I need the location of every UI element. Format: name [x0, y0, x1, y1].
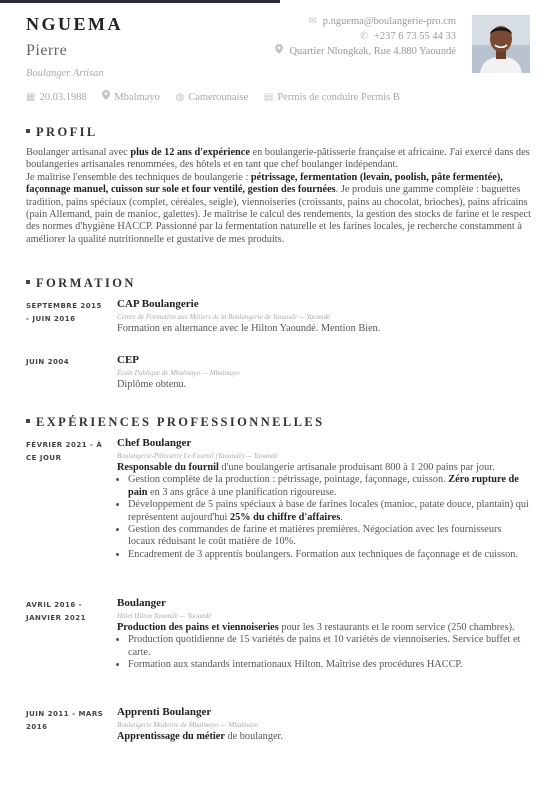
license-text: Permis de conduire Permis B	[277, 92, 400, 103]
section-title-text: PROFIL	[36, 125, 98, 139]
entry-subtitle: École Publique de Mbalmayo — Mbalmayo	[117, 369, 240, 377]
body-text: Je maîtrise l'ensemble des techniques de boulangerie :	[26, 171, 251, 183]
section-title-experiences	[26, 415, 324, 430]
emphasis-text: Zéro rupture de pain	[128, 474, 519, 498]
contact-block	[273, 14, 456, 59]
body-text: Gestion complète de la production : pétrissage, pointage, façonnage, cuisson.	[128, 474, 449, 486]
body-text: d'une boulangerie artisanale produisant 800 à 1 200 pains par jour.	[218, 462, 495, 473]
entry-description: Diplôme obtenu.	[117, 379, 187, 390]
map-marker-icon	[102, 90, 110, 103]
emphasis-text: pétrissage, fermentation (levain, poolish, pâte fermentée), façonnage manuel, cuisson sur sole et four ventilé, gestion des fournées	[26, 171, 503, 196]
info-license	[264, 92, 400, 103]
entry-date: JUIN 2011 - MARS 2016	[26, 710, 104, 731]
contact-address	[273, 44, 456, 59]
entry-subtitle: Centre de Formation aux Métiers de la Boulangerie de Yaoundé — Yaoundé	[117, 313, 331, 321]
profile-paragraph-2	[26, 172, 531, 246]
section-bullet	[26, 419, 30, 423]
profile-photo	[472, 15, 530, 73]
first-name: Pierre	[26, 42, 68, 59]
birthdate-text: 20.03.1988	[39, 92, 87, 103]
entry-subtitle: Boulangerie Moderne de Mbalmayo — Mbalmayo	[117, 721, 259, 729]
info-birthplace	[102, 90, 160, 103]
section-bullet	[26, 280, 30, 284]
body-text: en boulangerie-pâtisserie française et africaine. J'ai exercé dans des boulangeries artisanales renommées, des hôtels et en tant que chef boulanger indépendant.	[26, 147, 530, 171]
info-nationality	[175, 92, 248, 103]
entry-body	[117, 597, 531, 672]
nationality-text: Camerounaise	[188, 92, 249, 103]
calendar-icon: ▦	[26, 92, 36, 103]
bullet-item	[128, 659, 531, 671]
entry-description	[117, 731, 531, 743]
entry-bullet-list	[117, 634, 531, 671]
globe-icon: ◍	[175, 92, 185, 103]
entry-title: Chef Boulanger	[117, 437, 192, 449]
entry-date: JUIN 2004	[26, 358, 70, 366]
entry-title: Boulanger	[117, 597, 166, 609]
body-text: Développement de 5 pains spéciaux à base de farines locales (manioc, patate douce, plantain) qui représentent aujourd'hui	[128, 499, 529, 523]
entry-title: CAP Boulangerie	[117, 298, 199, 310]
emphasis-text: plus de 12 ans d'expérience	[130, 147, 250, 158]
profile-summary	[26, 147, 531, 246]
emphasis-text: Responsable du fournil	[117, 462, 219, 473]
entry-body	[117, 437, 531, 561]
body-text: Encadrement de 3 apprentis boulangers. Formation aux techniques de façonnage et de cuisson.	[128, 548, 519, 560]
section-title-formation	[26, 276, 136, 291]
entry-body	[117, 706, 531, 743]
entry-date: SEPTEMBRE 2015 - JUIN 2016	[26, 302, 102, 323]
contact-email[interactable]	[273, 14, 456, 29]
info-birthdate	[26, 92, 87, 103]
entry-body	[117, 354, 531, 391]
body-text: Gestion des commandes de farine et matières premières. Négociation avec les fournisseurs locaux réduisant le coût matière de 10%.	[128, 524, 502, 548]
section-title-text: FORMATION	[36, 276, 136, 290]
map-marker-icon	[273, 44, 285, 59]
entry-title: Apprenti Boulanger	[117, 706, 212, 718]
phone-icon: ✆	[359, 31, 369, 42]
body-text: en 3 ans grâce à une planification rigoureuse.	[147, 486, 337, 498]
last-name: NGUEMA	[26, 14, 123, 34]
body-text: pour les 3 restaurants et le room service (250 chambres).	[278, 622, 515, 633]
bullet-item	[128, 474, 531, 499]
cv-header	[26, 14, 531, 80]
section-bullet	[26, 129, 30, 133]
entry-description	[117, 622, 531, 634]
bullet-item	[128, 634, 531, 659]
section-title-profil	[26, 125, 98, 140]
top-accent-bar	[0, 0, 280, 3]
entry-date: AVRIL 2016 - JANVIER 2021	[26, 601, 86, 622]
envelope-icon: ✉	[308, 16, 317, 27]
bullet-item	[128, 499, 531, 524]
contact-phone[interactable]	[273, 29, 456, 44]
entry-description	[117, 462, 531, 474]
profile-paragraph-1	[26, 147, 531, 172]
bullet-item	[128, 549, 531, 561]
personal-info-bar	[26, 90, 531, 103]
entry-description: Formation en alternance avec le Hilton Yaoundé. Mention Bien.	[117, 323, 381, 334]
emphasis-text: 25% du chiffre d'affaires	[229, 511, 341, 523]
phone-text: +237 6 73 55 44 33	[373, 31, 456, 42]
email-text: p.nguema@boulangerie-pro.cm	[322, 16, 456, 27]
entry-bullet-list	[117, 474, 531, 561]
emphasis-text: Apprentissage du métier	[117, 731, 225, 742]
entry-subtitle: Hôtel Hilton Yaoundé — Yaoundé	[117, 612, 212, 620]
body-text: Production quotidienne de 15 variétés de pains et 10 variétés de viennoiseries. Service buffet et carte.	[128, 634, 521, 658]
body-text: .	[340, 511, 343, 523]
body-text: de boulanger.	[224, 731, 283, 742]
job-title: Boulanger Artisan	[26, 68, 104, 79]
entry-title: CEP	[117, 354, 139, 366]
body-text: . Je produis une gamme complète : baguettes tradition, pains spéciaux (complet, céréales, seigle), viennoiseries (croissants, pains au chocolat, brioches), pains africains (pain Allemand, pain de manioc, galettes). Je maîtrise le calcul des rendements, la gestion des stocks de farine et le respect des normes d'hygiène HACCP. Passionné par la fermentation naturelle et les farines locales, je recherche constamment à améliorer la qualité nutritionnelle et gustative de mes produits.	[26, 184, 531, 245]
entry-subtitle: Boulangerie-Pâtisserie Le Fournil (Yaoundé) — Yaoundé	[117, 452, 278, 460]
address-text: Quartier Nlongkak, Rue 4.880 Yaoundé	[289, 46, 456, 57]
id-card-icon: ▤	[263, 92, 274, 103]
bullet-item	[128, 524, 531, 549]
entry-date: FÉVRIER 2021 - À CE JOUR	[26, 441, 103, 462]
section-title-text: EXPÉRIENCES PROFESSIONNELLES	[36, 415, 325, 429]
body-text: Boulanger artisanal avec	[26, 147, 131, 158]
emphasis-text: Production des pains et viennoiseries	[117, 622, 279, 633]
body-text: Formation aux standards internationaux Hilton. Maîtrise des procédures HACCP.	[128, 659, 463, 671]
birthplace-text: Mbalmayo	[114, 92, 160, 103]
entry-body	[117, 298, 531, 335]
